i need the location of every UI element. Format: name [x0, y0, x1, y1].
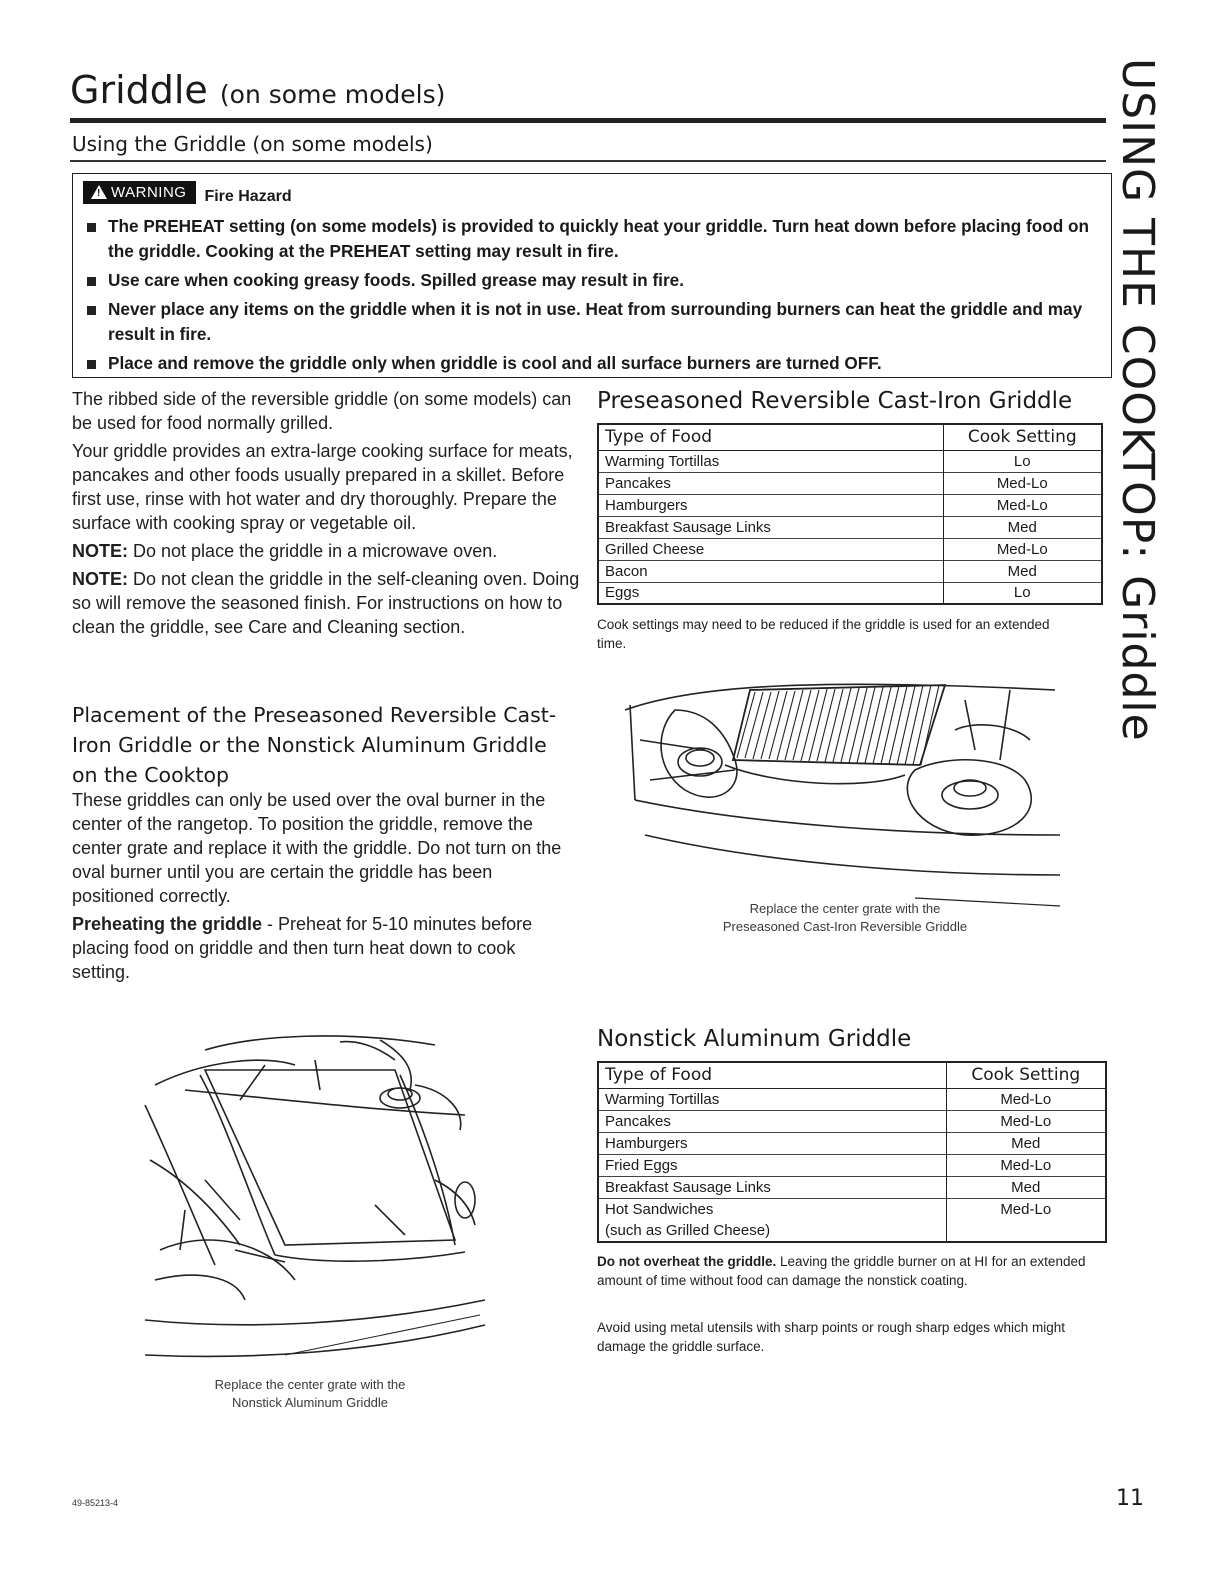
table-row: Grilled Cheese Med-Lo — [598, 538, 1102, 560]
cast-iron-caption: Replace the center grate with the Preseasoned Cast-Iron Reversible Griddle — [722, 901, 968, 934]
placement-heading: Placement of the Preseasoned Reversible Cast-Iron Griddle or the Nonstick Aluminum Griddle on the Cooktop — [72, 703, 557, 787]
document-code: 49-85213-4 — [72, 1498, 119, 1508]
col-header-setting: Cook Setting — [946, 1062, 1106, 1088]
square-bullet-icon — [87, 223, 96, 232]
intro-paragraph: Your griddle provides an extra-large cooking surface for meats, pancakes and other foods usually prepared in a skillet. Before first use, rinse with hot water and dry thoroughly. Prepare the surface with cooking spray or vegetable oil. — [72, 441, 573, 533]
warning-item: Place and remove the griddle only when griddle is cool and all surface burners are turned OFF. — [83, 351, 1103, 376]
preheat-paragraph: Preheating the griddle - Preheat for 5-10 minutes before placing food on griddle and then turn heat down to cook setting. — [72, 914, 533, 982]
overheat-label: Do not overheat the griddle. — [597, 1254, 777, 1269]
cast-iron-table — [597, 423, 1103, 605]
table-row: (such as Grilled Cheese) — [598, 1220, 1106, 1242]
warning-box — [72, 173, 1112, 378]
nonstick-table — [597, 1061, 1107, 1243]
warning-badge-label: WARNING — [111, 183, 187, 201]
cook-settings-note: Cook settings may need to be reduced if the griddle is used for an extended time. — [597, 617, 1050, 651]
page-number: 11 — [1116, 1486, 1144, 1511]
intro-text — [72, 387, 582, 643]
table-row: Pancakes Med-Lo — [598, 1110, 1106, 1132]
nonstick-heading: Nonstick Aluminum Griddle — [597, 1026, 912, 1052]
table-header-row — [598, 424, 1102, 450]
title-main: Griddle — [70, 68, 208, 112]
table-row: Eggs Lo — [598, 582, 1102, 604]
table-row: Hamburgers Med-Lo — [598, 494, 1102, 516]
square-bullet-icon — [87, 277, 96, 286]
utensils-note: Avoid using metal utensils with sharp points or rough sharp edges which might damage the griddle surface. — [597, 1320, 1066, 1354]
table-row: Warming Tortillas Lo — [598, 450, 1102, 472]
title-rule — [70, 118, 1106, 123]
table-header-row — [598, 1062, 1106, 1088]
title-suffix: (on some models) — [219, 80, 446, 109]
side-tab — [1112, 58, 1175, 742]
overheat-note: Do not overheat the griddle. Leaving the griddle burner on at HI for an extended amount of time without food can damage the nonstick coating. — [597, 1254, 1086, 1288]
table-row: Hot Sandwiches Med-Lo — [598, 1198, 1106, 1220]
placement-text — [72, 788, 572, 988]
table-row: Hamburgers Med — [598, 1132, 1106, 1154]
table-row: Warming Tortillas Med-Lo — [598, 1088, 1106, 1110]
warning-badge — [83, 181, 196, 204]
placement-paragraph: These griddles can only be used over the oval burner in the center of the rangetop. To position the griddle, remove the center grate and replace it with the griddle. Do not turn on the oval burner until you are certain the griddle has been positioned correctly. — [72, 790, 562, 906]
page-title — [70, 68, 445, 112]
col-header-food: Type of Food — [598, 1062, 946, 1088]
square-bullet-icon — [87, 360, 96, 369]
note-label: NOTE: — [72, 541, 128, 561]
preheat-label: Preheating the griddle — [72, 914, 263, 934]
warning-item: The PREHEAT setting (on some models) is provided to quickly heat your griddle. Turn heat down before placing food on the griddle. Cooking at the PREHEAT setting may result in fire. — [83, 214, 1103, 264]
side-tab-label: USING THE COOKTOP: Griddle — [1112, 58, 1163, 742]
table-row: Breakfast Sausage Links Med — [598, 1176, 1106, 1198]
note-label: NOTE: — [72, 569, 128, 589]
warning-item: Never place any items on the griddle when it is not in use. Heat from surrounding burners can heat the griddle and may result in fire. — [83, 297, 1103, 347]
note-paragraph: NOTE: Do not place the griddle in a microwave oven. — [72, 541, 498, 561]
warning-list — [83, 214, 1103, 380]
warning-header — [83, 178, 292, 206]
cast-iron-griddle-illustration — [615, 670, 1065, 910]
table-row: Fried Eggs Med-Lo — [598, 1154, 1106, 1176]
nonstick-griddle-illustration — [145, 1030, 490, 1365]
nonstick-caption: Replace the center grate with the Nonstick Aluminum Griddle — [214, 1377, 406, 1410]
table-row: Bacon Med — [598, 560, 1102, 582]
table-row: Pancakes Med-Lo — [598, 472, 1102, 494]
subtitle-rule — [70, 160, 1106, 162]
col-header-setting: Cook Setting — [943, 424, 1102, 450]
warning-triangle-icon: ! — [91, 185, 107, 199]
warning-item: Use care when cooking greasy foods. Spilled grease may result in fire. — [83, 268, 1103, 293]
note-paragraph: NOTE: Do not clean the griddle in the self-cleaning oven. Doing so will remove the seasoned finish. For instructions on how to clean the griddle, see Care and Cleaning section. — [72, 569, 580, 637]
square-bullet-icon — [87, 306, 96, 315]
intro-paragraph: The ribbed side of the reversible griddle (on some models) can be used for food normally grilled. — [72, 389, 572, 433]
table-row: Breakfast Sausage Links Med — [598, 516, 1102, 538]
cast-iron-heading: Preseasoned Reversible Cast-Iron Griddle — [597, 388, 1073, 414]
col-header-food: Type of Food — [598, 424, 943, 450]
warning-hazard: Fire Hazard — [204, 188, 292, 205]
section-subtitle: Using the Griddle (on some models) — [72, 132, 433, 156]
